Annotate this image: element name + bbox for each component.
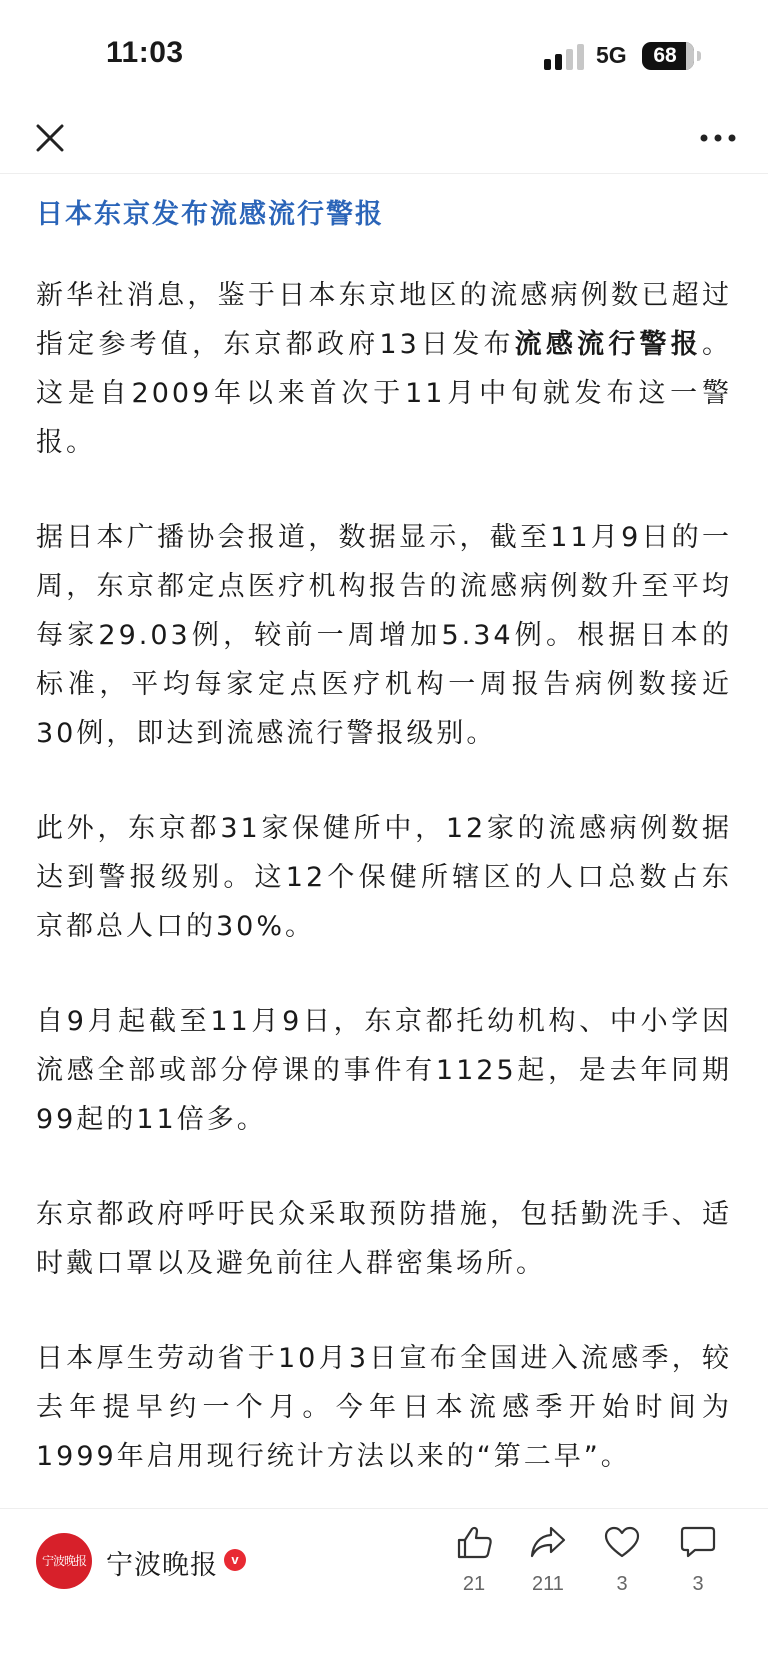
article-body — [36, 174, 732, 1481]
share-icon — [529, 1525, 567, 1559]
avatar[interactable]: 宁波晚报 — [36, 1533, 92, 1589]
highlighted-text: 流感流行警报 — [514, 329, 702, 360]
comment-button[interactable] — [666, 1525, 730, 1596]
signal-icon — [544, 44, 586, 70]
like-count: 21 — [462, 1573, 486, 1595]
status-bar — [0, 0, 768, 110]
heart-icon — [603, 1525, 641, 1559]
like-button[interactable] — [442, 1525, 506, 1596]
comment-icon — [679, 1525, 717, 1559]
comment-count: 3 — [692, 1573, 704, 1595]
bottom-bar — [0, 1508, 768, 1669]
verified-badge: v — [224, 1549, 246, 1571]
network-type: 5G — [596, 42, 627, 68]
article-paragraph: 此外，东京都31家保健所中，12家的流感病例数据达到警报级别。这12个保健所辖区的人口总数占东京都总人口的30%。 — [36, 813, 732, 942]
status-time: 11:03 — [106, 36, 184, 69]
thumbs-up-icon — [455, 1525, 493, 1559]
more-options-icon[interactable] — [696, 122, 740, 154]
article-paragraph: 自9月起截至11月9日，东京都托幼机构、中小学因流感全部或部分停课的事件有1125起，是去年同期99起的11倍多。 — [36, 1006, 732, 1135]
article-paragraph: 东京都政府呼吁民众采取预防措施，包括勤洗手、适时戴口罩以及避免前往人群密集场所。 — [36, 1199, 732, 1279]
share-button[interactable] — [516, 1525, 580, 1596]
battery-tip — [697, 51, 701, 61]
share-count: 211 — [532, 1573, 564, 1595]
battery-icon — [642, 42, 694, 70]
article-paragraph: 日本厚生劳动省于10月3日宣布全国进入流感季，较去年提早约一个月。今年日本流感季开始时间为1999年启用现行统计方法以来的“第二早”。 — [36, 1343, 732, 1472]
article-paragraph: 据日本广播协会报道，数据显示，截至11月9日的一周，东京都定点医疗机构报告的流感病例数升至平均每家29.03例，较前一周增加5.34例。根据日本的标准，平均每家定点医疗机构一周报告病例数接近30例，即达到流感流行警报级别。 — [36, 522, 732, 749]
favorite-button[interactable] — [590, 1525, 654, 1596]
favorite-count: 3 — [616, 1573, 628, 1595]
article-paragraph — [36, 271, 732, 467]
battery-level: 68 — [653, 44, 677, 67]
article-title: 日本东京发布流感流行警报 — [36, 199, 384, 230]
nav-bar — [0, 110, 768, 174]
paragraph-text: 。这是自2009年以来首次于11月中旬就发布这一警报。 — [36, 329, 732, 458]
account-name[interactable]: 宁波晚报 — [106, 1550, 218, 1581]
paragraph-text: 新华社消息，鉴于日本东京地区的流感病例数已超过指定参考值，东京都政府13日发布 — [36, 280, 732, 360]
close-icon[interactable] — [30, 118, 70, 158]
